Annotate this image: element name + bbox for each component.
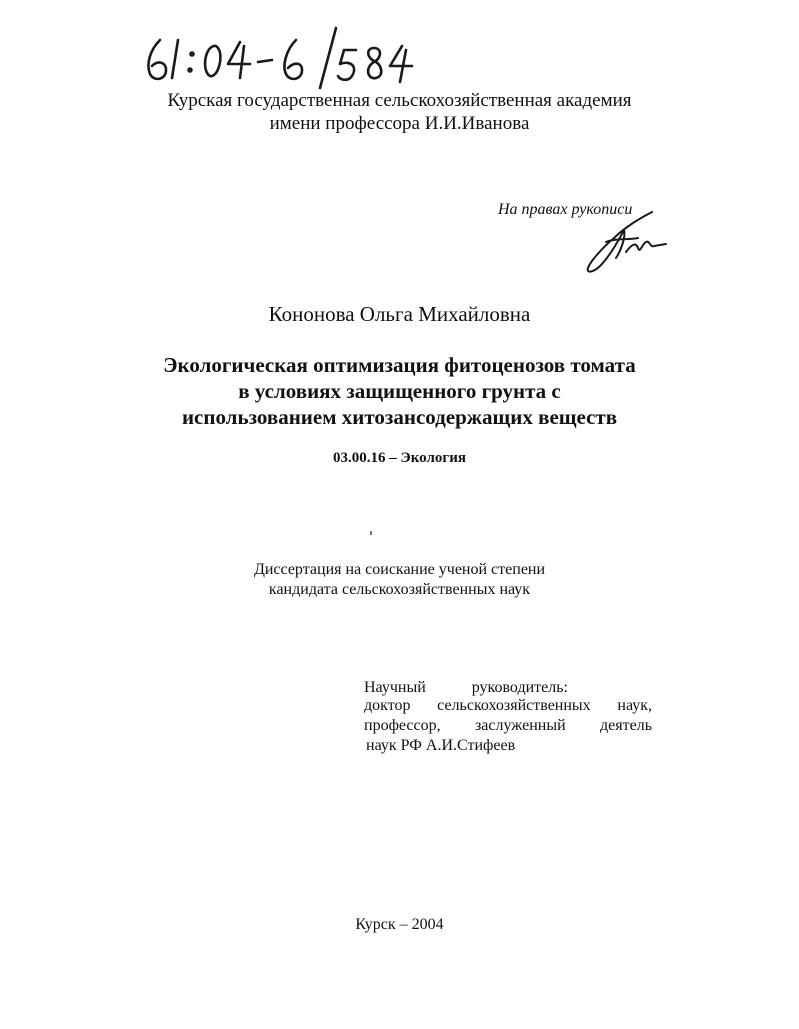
- dissertation-line-2: кандидата сельскохозяйственных наук: [268, 581, 531, 598]
- author-name: Кононова Ольга Михайловна: [268, 302, 531, 326]
- supervisor-word: доктор: [364, 697, 411, 714]
- specialty-code: 03.00.16 – Экология: [333, 450, 466, 466]
- dissertation-line-1: Диссертация на соискание ученой степени: [253, 561, 546, 578]
- supervisor-word: заслуженный: [474, 717, 566, 734]
- institution-line-2: имени профессора И.И.Иванова: [269, 113, 530, 134]
- institution-line-1: Курская государственная сельскохозяйственная академия: [167, 90, 632, 111]
- supervisor-line-1: [364, 679, 568, 697]
- supervisor-word: профессор,: [364, 717, 441, 734]
- city-year: Курск – 2004: [355, 916, 444, 933]
- manuscript-rights-label: На правах рукописи: [498, 201, 633, 218]
- supervisor-word: руководитель:: [471, 679, 568, 696]
- supervisor-word: наук,: [617, 697, 652, 714]
- supervisor-line-3: [364, 717, 652, 735]
- supervisor-line-2: [364, 697, 652, 715]
- title-line-3: использованием хитозансодержащих веществ: [181, 405, 618, 429]
- handwritten-archive-code: [140, 22, 420, 92]
- supervisor-word: сельскохозяйственных: [437, 697, 591, 714]
- supervisor-word: Научный: [364, 679, 426, 696]
- signature: [580, 208, 670, 278]
- supervisor-line-4: наук РФ А.И.Стифеев: [366, 737, 516, 754]
- scan-speck: [370, 531, 372, 535]
- title-line-2: в условиях защищенного грунта с: [238, 379, 561, 403]
- supervisor-word: деятель: [600, 717, 652, 734]
- title-line-1: Экологическая оптимизация фитоценозов томата: [163, 353, 636, 377]
